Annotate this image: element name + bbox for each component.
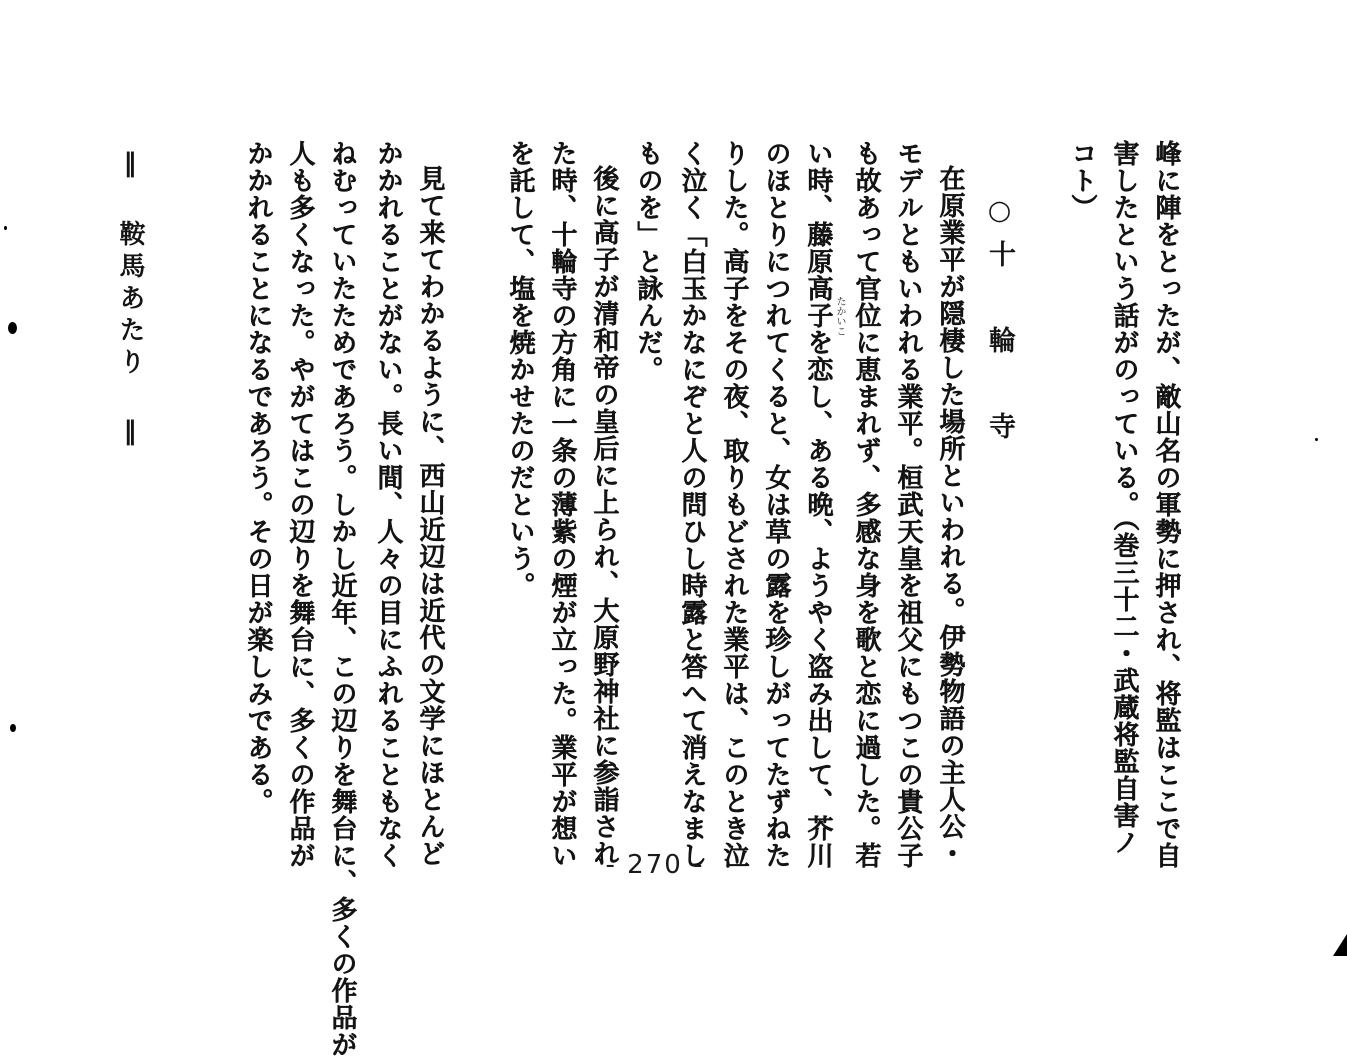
next-section-heading: ‖ 鞍馬あたり ‖ (115, 148, 145, 452)
text-column-16: かかれることがない。長い間、人々の目にふれることもなく (373, 140, 403, 869)
text-column-1: 峰に陣をとったが、敵山名の軍勢に押され、将監はここで自 (1151, 140, 1181, 869)
text-column-17: ねむっていたためであろう。しかし近年、この辺りを舞台に、多くの作品が (327, 140, 357, 1058)
text-column-19: かかれることになるであろう。その日が楽しみである。 (243, 140, 273, 815)
text-column-14: を託して、塩を焼かせたのだという。 (505, 140, 535, 599)
text-column-13: た時、十輪寺の方角に一条の薄紫の煙が立った。業平が想い (547, 140, 577, 869)
text-column-12: 後に高子が清和帝の皇后に上られ、大原野神社に参詣され (589, 165, 619, 867)
text-column-4: 在原業平が隠棲した場所といわれる。伊勢物語の主人公・ (935, 165, 965, 867)
text-column-5: モデルともいわれる業平。桓武天皇を祖父にもつこの貴公子 (893, 140, 923, 869)
text-column-8: のほとりにつれてくると、女は草の露を珍しがってたずねた (761, 140, 791, 869)
text-column-7: い時、藤原高子を恋し、ある晩、ようやく盗み出して、芥川 (803, 140, 833, 869)
scan-speck (4, 226, 7, 230)
text-column-11: ものを」と詠んだ。 (633, 140, 663, 383)
text-column-15: 見て来てわかるように、西山近辺は近代の文学にほとんど (415, 165, 445, 867)
scan-speck (1315, 438, 1318, 441)
text-column-18: 人も多くなった。やがてはこの辺りを舞台に、多くの作品が (285, 140, 315, 869)
text-column-9: りした。高子をその夜、取りもどされた業平は、このとき泣 (719, 140, 749, 869)
scan-speck (8, 322, 17, 334)
section-heading: ○十 輪 寺 (984, 195, 1015, 453)
text-column-2: 害したという話がのっている。（巻三十二・武蔵将監自害ノ (1109, 140, 1139, 856)
text-column-6: も故あって官位に恵まれず、多感な身を歌と恋に過した。若 (851, 140, 881, 869)
page-number: - 270 - (605, 850, 705, 880)
text-column-3: コト） (1067, 140, 1097, 221)
text-column-10: く泣く「白玉かなにぞと人の問ひし時露と答へて消えなまし (677, 140, 707, 869)
scan-corner-mark (1333, 934, 1347, 956)
furigana-takaiko: たかいこ (834, 296, 845, 336)
scan-speck (10, 724, 16, 732)
